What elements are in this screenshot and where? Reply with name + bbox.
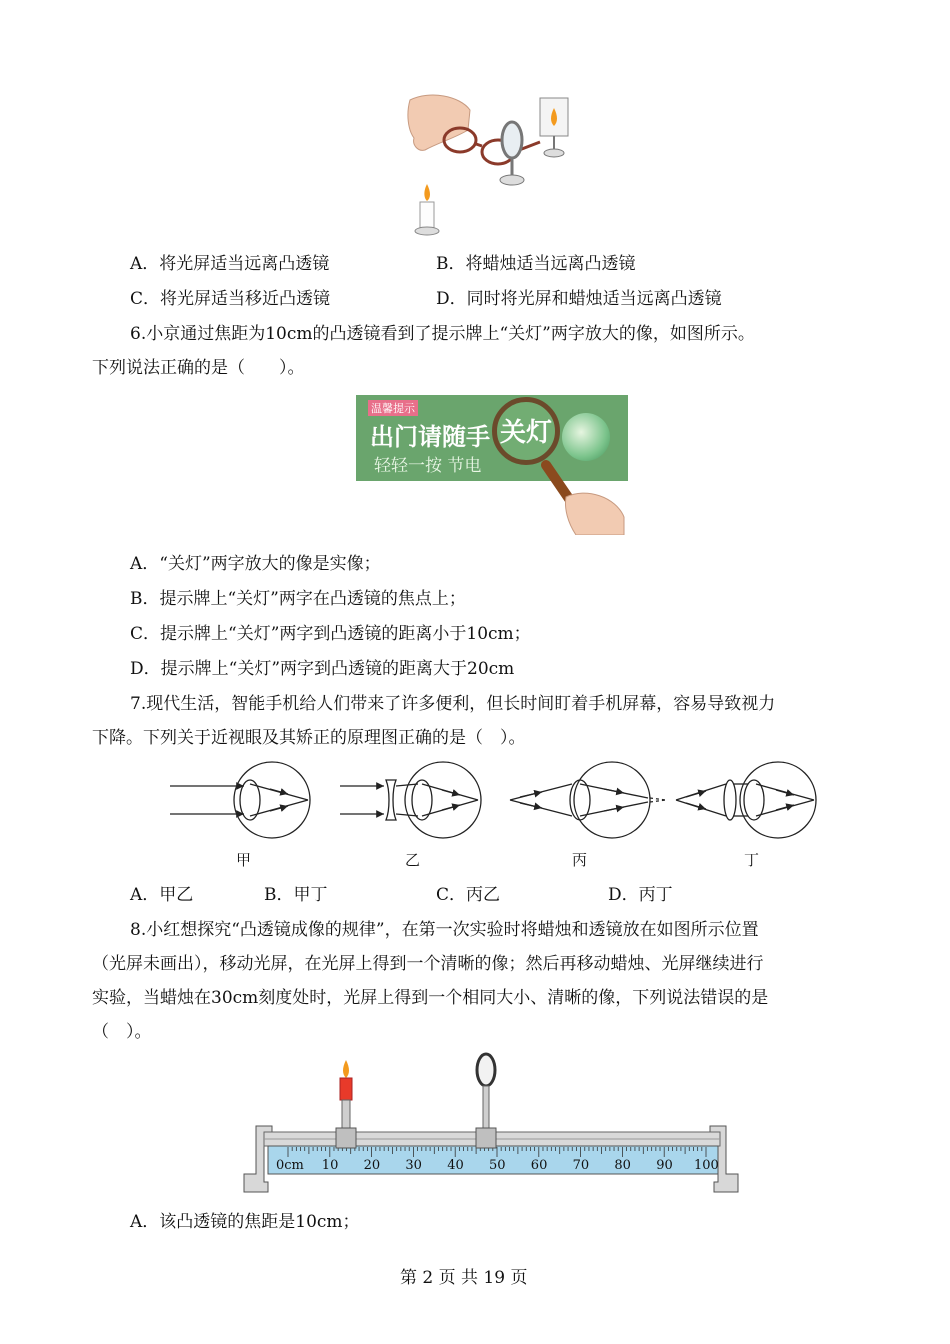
q8-stem-line3: 实验，当蜡烛在30cm刻度处时，光屏上得到一个相同大小、清晰的像，下列说法错误的是	[92, 988, 769, 1008]
bench-scale-label: 50	[489, 1158, 506, 1173]
bench-scale-label: 40	[447, 1158, 464, 1173]
eye-diagram-ding	[676, 762, 816, 838]
q7-eye-diagrams	[160, 758, 830, 870]
sign-tag: 温馨提示	[368, 400, 418, 416]
q5-option-d: D．同时将光屏和蜡烛适当远离凸透镜	[436, 289, 722, 309]
q7-option-b: B．甲丁	[264, 885, 328, 905]
magnified-text: 关灯	[500, 418, 553, 448]
q7-label-jia: 甲	[236, 851, 252, 869]
bench-scale-label: 100	[694, 1158, 719, 1173]
q7-option-c: C．丙乙	[436, 885, 501, 905]
bench-candle	[336, 1060, 356, 1148]
q5-option-b: B．将蜡烛适当远离凸透镜	[436, 254, 636, 274]
bench-scale-label: 60	[530, 1158, 548, 1173]
q8-stem-line2: （光屏未画出），移动光屏，在光屏上得到一个清晰的像；然后再移动蜡烛、光屏继续进行	[92, 954, 764, 974]
eye-diagram-jia	[170, 762, 310, 838]
bench-scale-label: 20	[363, 1158, 381, 1173]
q7-label-bing: 丙	[572, 851, 588, 869]
q7-label-yi: 乙	[405, 851, 421, 869]
q8-stem-line1: 8.小红想探究“凸透镜成像的规律”，在第一次实验时将蜡烛和透镜放在如图所示位置	[130, 920, 759, 940]
q6-stem-line2: 下列说法正确的是（ ）。	[92, 358, 305, 378]
q6-option-b: B．提示牌上“关灯”两字在凸透镜的焦点上；	[130, 589, 466, 609]
bench-scale-label: 30	[405, 1158, 422, 1173]
bench-scale-label: 70	[572, 1158, 590, 1173]
eye-diagram-bing	[510, 762, 666, 838]
candle-illustration	[415, 184, 439, 235]
q7-label-ding: 丁	[744, 851, 760, 869]
q6-option-d: D．提示牌上“关灯”两字到凸透镜的距离大于20cm	[130, 659, 515, 679]
lens-on-stand	[500, 122, 524, 185]
bench-scale-label: 10	[321, 1158, 339, 1173]
q8-stem-line4: （ ）。	[92, 1022, 152, 1042]
q7-option-a: A．甲乙	[130, 885, 194, 905]
bench-scale-label: 90	[656, 1158, 673, 1173]
hand-illustration	[408, 95, 470, 150]
q5-figure	[400, 90, 590, 238]
sign-line2: 轻轻一按 节电	[374, 456, 482, 476]
q8-option-a: A．该凸透镜的焦距是10cm；	[130, 1212, 360, 1232]
screen-with-image	[540, 98, 568, 157]
q7-stem-line1: 7.现代生活，智能手机给人们带来了许多便利，但长时间盯着手机屏幕，容易导致视力	[130, 694, 776, 714]
q6-figure	[356, 395, 628, 535]
globe-icon	[562, 413, 610, 461]
q7-option-d: D．丙丁	[608, 885, 673, 905]
q5-option-c: C．将光屏适当移近凸透镜	[130, 289, 331, 309]
bench-scale-label: 0cm	[276, 1158, 304, 1173]
bench-scale-label: 80	[614, 1158, 631, 1173]
q5-option-a: A．将光屏适当远离凸透镜	[130, 254, 330, 274]
q7-stem-line2: 下降。下列关于近视眼及其矫正的原理图正确的是（ ）。	[92, 728, 526, 748]
page-footer: 第 2 页 共 19 页	[400, 1268, 528, 1288]
q6-stem-line1: 6.小京通过焦距为10cm的凸透镜看到了提示牌上“关灯”两字放大的像，如图所示。	[130, 324, 755, 344]
sign-line1: 出门请随手	[370, 423, 490, 451]
bench-lens	[476, 1054, 496, 1148]
magnifier-lens	[492, 397, 560, 465]
magnifier-handle	[536, 457, 626, 535]
eye-diagram-yi	[340, 762, 481, 838]
q8-optical-bench	[242, 1050, 742, 1200]
q6-option-a: A．“关灯”两字放大的像是实像；	[130, 554, 381, 574]
q6-option-c: C．提示牌上“关灯”两字到凸透镜的距离小于10cm；	[130, 624, 531, 644]
